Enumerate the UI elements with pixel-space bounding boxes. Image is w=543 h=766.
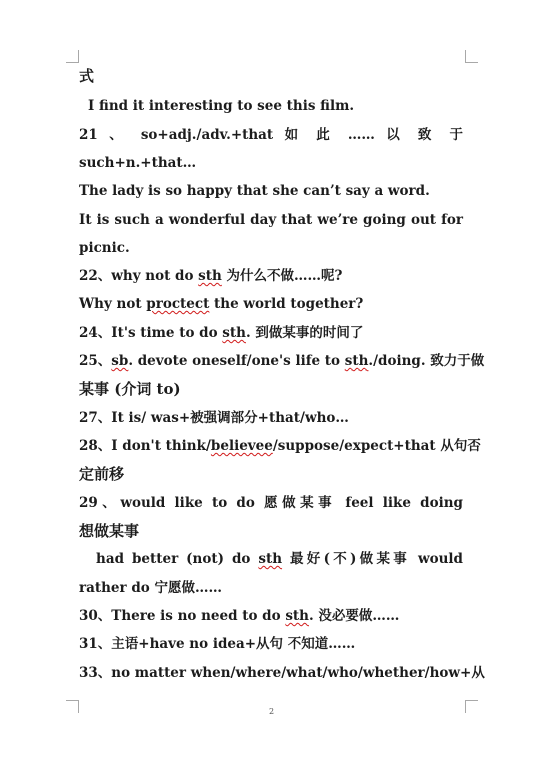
misspelled-word: proctect xyxy=(146,296,210,312)
misspelled-word: sth xyxy=(198,268,222,284)
text-line: 某事 (介词 to) xyxy=(79,380,181,398)
text-line: picnic. xyxy=(79,240,130,256)
text-line: such+n.+that… xyxy=(79,155,197,171)
misspelled-word: sth xyxy=(222,325,246,341)
text-run: . 到做某事的时间了 xyxy=(245,325,364,341)
text-line: 31、主语+have no idea+从句 不知道…… xyxy=(79,636,356,652)
text-run: /suppose/expect+that 从句否 xyxy=(272,438,481,454)
misspelled-word: sth xyxy=(344,353,369,369)
text-run: 28、I don't think/ xyxy=(79,438,211,454)
text-run: had better (not) do xyxy=(96,551,259,567)
text-line xyxy=(79,348,485,374)
text-run: 24、It's time to do xyxy=(79,325,223,341)
text-run: 22、why not do xyxy=(79,268,199,284)
text-line xyxy=(79,433,481,459)
text-line: 27、It is/ was+被强调部分+that/who… xyxy=(79,410,349,426)
margin-corner-mark-top-left xyxy=(66,50,79,63)
text-line: 29、would like to do 愿做某事 feel like doing xyxy=(79,495,463,511)
margin-corner-mark-top-right xyxy=(465,50,478,63)
text-line: 式 xyxy=(79,67,95,85)
text-line: 想做某事 xyxy=(79,522,140,540)
misspelled-word: sth xyxy=(285,608,309,624)
text-line xyxy=(79,263,463,289)
text-run: 25、 xyxy=(79,353,112,369)
misspelled-word: sb xyxy=(111,353,129,369)
text-run: ./doing. 致力于做 xyxy=(368,353,485,369)
text-run: 为什么不做……呢? xyxy=(221,268,343,284)
text-line xyxy=(96,546,463,572)
text-run: the world together? xyxy=(209,296,364,312)
text-line xyxy=(79,603,463,629)
text-line: The lady is so happy that she can’t say a word. xyxy=(79,183,430,199)
text-run: . 没必要做…… xyxy=(308,608,400,624)
text-run: . devote oneself/one's life to xyxy=(128,353,345,369)
page-number: 2 xyxy=(268,707,275,716)
text-line: 21 、 so+adj./adv.+that 如 此 …… 以 致 于 xyxy=(79,127,463,143)
text-line: rather do 宁愿做…… xyxy=(79,580,222,596)
text-line xyxy=(79,320,463,346)
text-line: It is such a wonderful day that we’re going out for xyxy=(79,212,463,228)
text-line: I find it interesting to see this film. xyxy=(88,98,355,114)
text-run: Why not xyxy=(79,296,147,312)
text-line: 33、no matter when/where/what/who/whether/how+从 xyxy=(79,665,485,681)
text-run: 30、There is no need to do xyxy=(79,608,286,624)
misspelled-word: sth xyxy=(258,551,283,567)
text-line: 定前移 xyxy=(79,465,125,483)
text-line xyxy=(79,291,463,317)
misspelled-word: believee xyxy=(210,438,273,454)
text-run: 最好(不)做某事 would xyxy=(282,551,463,567)
